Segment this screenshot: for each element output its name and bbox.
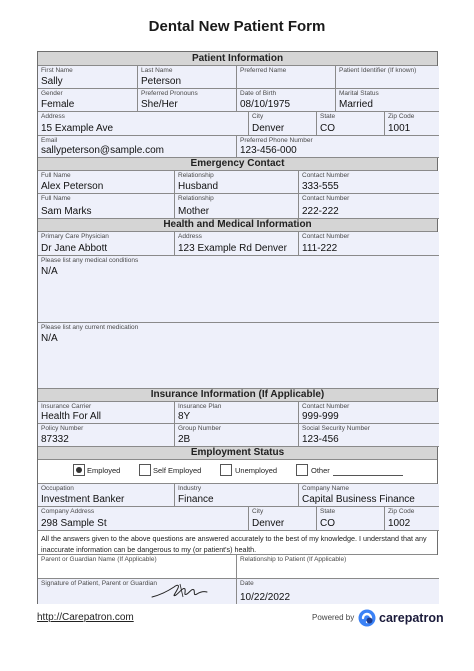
marital-status-value: Married <box>339 99 373 110</box>
insurance-carrier-label: Insurance Carrier <box>41 403 92 410</box>
carepatron-logo-icon <box>358 609 376 627</box>
patient-name-row <box>38 66 437 89</box>
email-label: Email <box>41 137 58 144</box>
marital-status-field[interactable] <box>336 89 439 112</box>
insurance-plan-value: 8Y <box>178 411 191 422</box>
date-of-birth-label: Date of Birth <box>240 90 277 97</box>
emergency-relationship-value: Mother <box>178 206 210 217</box>
phone-field[interactable] <box>237 136 439 158</box>
other-option-label: Other <box>311 466 330 475</box>
date-of-birth-field[interactable] <box>237 89 336 112</box>
occupation-label: Occupation <box>41 485 74 492</box>
employed-option-label: Employed <box>87 466 121 475</box>
insurance-carrier-field[interactable] <box>38 402 175 424</box>
zip-code-value: 1001 <box>388 123 411 134</box>
address-value: 15 Example Ave <box>41 123 114 134</box>
ssn-field[interactable] <box>299 424 439 447</box>
occupation-field[interactable] <box>38 484 175 507</box>
ssn-value: 123-456 <box>302 434 339 445</box>
ssn-label: Social Security Number <box>302 425 370 432</box>
first-name-label: First Name <box>41 67 73 74</box>
carepatron-brand-text: carepatron <box>379 611 444 625</box>
city-field[interactable] <box>249 112 317 136</box>
medical-conditions-label: Please list any medical conditions <box>41 257 139 264</box>
marital-status-label: Marital Status <box>339 90 379 97</box>
section-employment-status: Employment Status <box>38 447 437 460</box>
industry-label: Industry <box>178 485 202 492</box>
powered-by-text: Powered by <box>312 613 355 622</box>
date-field[interactable] <box>237 579 439 604</box>
city-value: Denver <box>252 123 285 134</box>
occupation-row <box>38 484 437 507</box>
section-insurance: Insurance Information (If Applicable) <box>38 389 437 402</box>
company-address-label: Company Address <box>41 508 95 515</box>
emergency-name-label: Full Name <box>41 172 71 179</box>
industry-value: Finance <box>178 494 214 505</box>
company-city-value: Denver <box>252 518 285 529</box>
medical-conditions-value: N/A <box>41 266 58 277</box>
phone-value: 123-456-000 <box>240 145 297 156</box>
insurance-plan-field[interactable] <box>175 402 299 424</box>
physician-label: Primary Care Physician <box>41 233 109 240</box>
consent-statement: All the answers given to the above questions are answered accurately to the best of my knowledge. I understand that any inaccurate information can be dangerous to my (or patient's) health. <box>38 531 437 555</box>
emergency-number-field[interactable] <box>299 194 439 219</box>
company-name-label: Company Name <box>302 485 349 492</box>
state-value: CO <box>320 123 335 134</box>
unemployed-checkbox[interactable] <box>220 464 232 476</box>
signature-row <box>38 579 437 604</box>
physician-address-value: 123 Example Rd Denver <box>178 243 287 254</box>
handwritten-signature <box>150 581 210 601</box>
company-state-field[interactable] <box>317 507 385 531</box>
company-zip-value: 1002 <box>388 518 411 529</box>
self-employed-option-label: Self Employed <box>153 466 202 475</box>
signature-field[interactable] <box>38 579 237 604</box>
emergency-contact-row <box>38 194 437 219</box>
insurance-policy-row <box>38 424 437 447</box>
company-address-row <box>38 507 437 531</box>
company-zip-label: Zip Code <box>388 508 415 515</box>
patient-form <box>37 51 438 604</box>
pronouns-label: Preferred Pronouns <box>141 90 198 97</box>
physician-contact-label: Contact Number <box>302 233 350 240</box>
physician-address-label: Address <box>178 233 202 240</box>
date-value: 10/22/2022 <box>240 592 291 603</box>
emergency-relationship-label: Relationship <box>178 195 214 202</box>
city-label: City <box>252 113 264 120</box>
insurance-carrier-value: Health For All <box>41 411 102 422</box>
medication-value: N/A <box>41 333 58 344</box>
physician-contact-field[interactable] <box>299 232 439 256</box>
physician-address-field[interactable] <box>175 232 299 256</box>
group-number-value: 2B <box>178 434 191 445</box>
patient-demographics-row <box>38 89 437 112</box>
other-text-line[interactable] <box>333 475 403 476</box>
medical-conditions-row <box>38 256 437 323</box>
phone-label: Preferred Phone Number <box>240 137 313 144</box>
insurance-contact-label: Contact Number <box>302 403 350 410</box>
emergency-relationship-field[interactable] <box>175 171 299 194</box>
company-state-value: CO <box>320 518 335 529</box>
guardian-row <box>38 555 437 579</box>
medical-conditions-field[interactable] <box>38 256 439 323</box>
company-name-field[interactable] <box>299 484 439 507</box>
address-label: Address <box>41 113 65 120</box>
company-zip-field[interactable] <box>385 507 439 531</box>
emergency-number-label: Contact Number <box>302 195 350 202</box>
state-field[interactable] <box>317 112 385 136</box>
company-city-label: City <box>252 508 264 515</box>
insurance-contact-field[interactable] <box>299 402 439 424</box>
physician-value: Dr Jane Abbott <box>41 243 108 254</box>
occupation-value: Investment Banker <box>41 494 125 505</box>
last-name-field[interactable] <box>138 66 237 89</box>
company-address-value: 298 Sample St <box>41 518 107 529</box>
gender-label: Gender <box>41 90 63 97</box>
preferred-name-label: Preferred Name <box>240 67 287 74</box>
address-field[interactable] <box>38 112 249 136</box>
policy-number-field[interactable] <box>38 424 175 447</box>
last-name-value: Peterson <box>141 76 182 87</box>
pronouns-value: She/Her <box>141 99 178 110</box>
section-emergency-contact: Emergency Contact <box>38 158 437 171</box>
other-checkbox[interactable] <box>296 464 308 476</box>
first-name-value: Sally <box>41 76 63 87</box>
guardian-name-label: Parent or Guardian Name (If Applicable) <box>41 556 157 563</box>
insurance-contact-value: 999-999 <box>302 411 339 422</box>
group-number-field[interactable] <box>175 424 299 447</box>
preferred-name-field[interactable] <box>237 66 336 89</box>
section-patient-information: Patient Information <box>38 52 437 66</box>
last-name-label: Last Name <box>141 67 173 74</box>
email-value: sallypeterson@sample.com <box>41 145 164 156</box>
medication-label: Please list any current medication <box>41 324 139 331</box>
industry-field[interactable] <box>175 484 299 507</box>
emergency-relationship-label: Relationship <box>178 172 214 179</box>
policy-number-value: 87332 <box>41 434 69 445</box>
carepatron-link[interactable]: http://Carepatron.com <box>37 612 134 623</box>
guardian-name-field[interactable] <box>38 555 237 579</box>
emergency-relationship-value: Husband <box>178 181 219 192</box>
gender-value: Female <box>41 99 75 110</box>
unemployed-option-label: Unemployed <box>235 466 278 475</box>
insurance-carrier-row <box>38 402 437 424</box>
company-name-value: Capital Business Finance <box>302 494 415 505</box>
signature-label: Signature of Patient, Parent or Guardian <box>41 580 157 587</box>
policy-number-label: Policy Number <box>41 425 84 432</box>
relationship-to-patient-label: Relationship to Patient (If Applicable) <box>240 556 347 563</box>
group-number-label: Group Number <box>178 425 221 432</box>
gender-field[interactable] <box>38 89 138 112</box>
emergency-name-label: Full Name <box>41 195 71 202</box>
relationship-to-patient-field[interactable] <box>237 555 439 579</box>
patient-address-row <box>38 112 437 136</box>
emergency-number-value: 333-555 <box>302 181 339 192</box>
emergency-name-field[interactable] <box>38 194 175 219</box>
company-city-field[interactable] <box>249 507 317 531</box>
patient-identifier-field[interactable] <box>336 66 439 89</box>
form-title: Dental New Patient Form <box>148 18 326 35</box>
emergency-contact-row <box>38 171 437 194</box>
emergency-number-label: Contact Number <box>302 172 350 179</box>
emergency-relationship-field[interactable] <box>175 194 299 219</box>
emergency-name-field[interactable] <box>38 171 175 194</box>
state-label: State <box>320 113 336 120</box>
self-employed-checkbox[interactable] <box>139 464 151 476</box>
pronouns-field[interactable] <box>138 89 237 112</box>
checked-dot-icon <box>76 467 82 473</box>
email-field[interactable] <box>38 136 237 158</box>
date-of-birth-value: 08/10/1975 <box>240 99 291 110</box>
insurance-plan-label: Insurance Plan <box>178 403 222 410</box>
carepatron-logo <box>358 608 444 628</box>
date-label: Date <box>240 580 254 587</box>
section-health-medical: Health and Medical Information <box>38 219 437 232</box>
medication-field[interactable] <box>38 323 439 389</box>
zip-code-field[interactable] <box>385 112 439 136</box>
emergency-number-field[interactable] <box>299 171 439 194</box>
emergency-name-value: Sam Marks <box>41 206 92 217</box>
company-state-label: State <box>320 508 336 515</box>
physician-contact-value: 111-222 <box>302 243 338 254</box>
emergency-name-value: Alex Peterson <box>41 181 104 192</box>
first-name-field[interactable] <box>38 66 138 89</box>
medication-row <box>38 323 437 389</box>
patient-identifier-label: Patient Identifier (If known) <box>339 67 417 74</box>
employment-options-row <box>38 460 437 484</box>
employed-checkbox[interactable] <box>73 464 85 476</box>
emergency-number-value: 222-222 <box>302 206 339 217</box>
physician-row <box>38 232 437 256</box>
physician-field[interactable] <box>38 232 175 256</box>
company-address-field[interactable] <box>38 507 249 531</box>
patient-contact-row <box>38 136 437 158</box>
zip-code-label: Zip Code <box>388 113 415 120</box>
